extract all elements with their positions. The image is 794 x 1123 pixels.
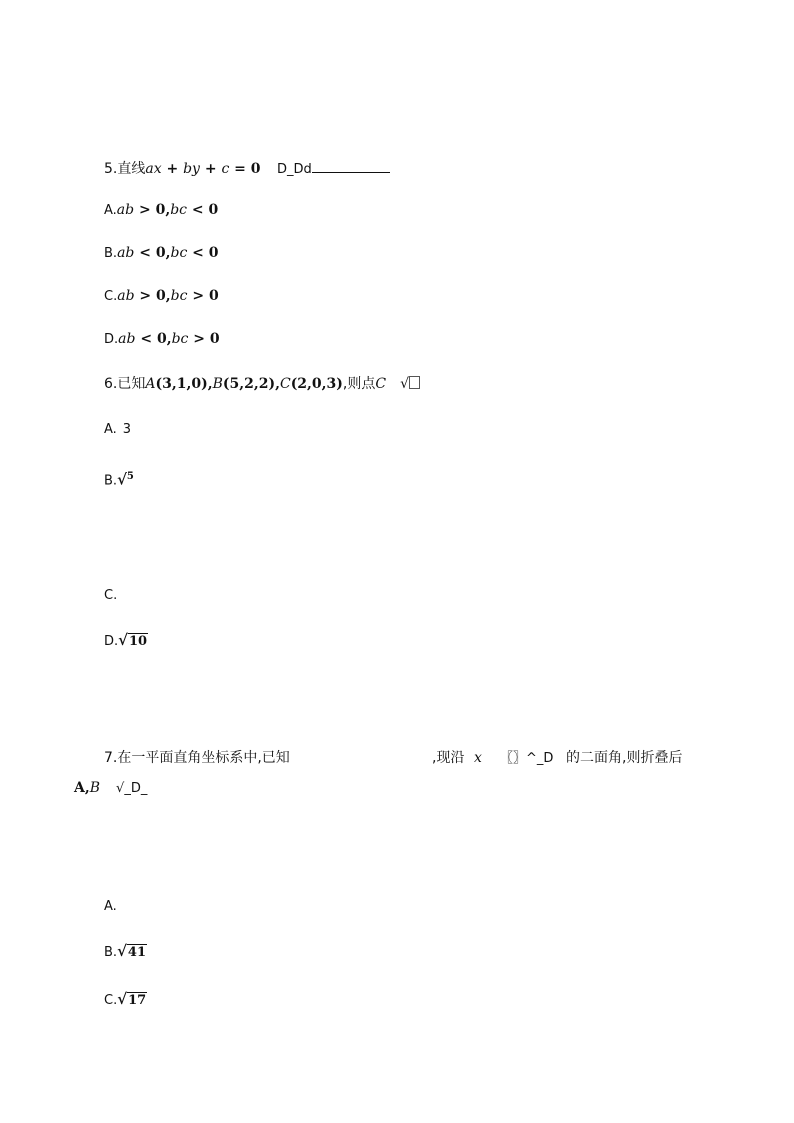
q6-point-b: B [212, 376, 223, 392]
q7-brackets: 〖〗^_D [500, 751, 554, 766]
math-comma: , [165, 288, 171, 304]
math-op: > [187, 288, 209, 304]
q5-answer-blank[interactable] [312, 158, 390, 173]
q6-coords-c: (2,0,3) [290, 376, 343, 392]
q6-stem-text: 已知 [117, 376, 146, 392]
q5-number: 5. [104, 161, 118, 177]
math-op: > [134, 202, 156, 218]
option-label: D. [104, 634, 119, 649]
math-comma: , [166, 331, 172, 347]
q5-eq-by: by [183, 161, 200, 177]
q7-option-c[interactable] [104, 990, 147, 1010]
q7-point-b: B [89, 780, 101, 796]
math-bc: bc [170, 202, 188, 218]
math-comma: , [165, 245, 171, 261]
sqrt-expression: √10 [118, 631, 148, 649]
q7-line2-tail: √_D_ [116, 781, 148, 796]
option-label: B. [104, 246, 118, 261]
q5-tail-text: D_Dd [276, 162, 312, 177]
math-op: > [134, 288, 157, 304]
math-zero: 0 [156, 288, 166, 304]
q5-stem-line [104, 158, 390, 179]
q5-eq-ax: ax [145, 161, 162, 177]
q7-line2 [74, 779, 147, 798]
math-zero: 0 [208, 288, 219, 304]
q5-eq-zero: 0 [250, 161, 261, 177]
q5-option-a[interactable] [104, 201, 218, 220]
math-ab: ab [116, 202, 135, 218]
q6-stem-line [104, 375, 420, 393]
q5-option-c[interactable] [104, 287, 219, 306]
option-label: D. [104, 332, 119, 347]
q5-option-b[interactable] [104, 244, 219, 263]
q5-stem-text: 直线 [117, 161, 146, 177]
sqrt-expression: √17 [117, 990, 147, 1008]
q6-coords-b: (5,2,2), [222, 376, 280, 392]
q5-eq-equals: = [229, 161, 251, 177]
sqrt-argument: 10 [129, 634, 148, 649]
q7-var-x: x [474, 750, 482, 766]
option-label: B. [104, 473, 118, 489]
option-label: C. [104, 588, 118, 603]
q6-suffix: ,则点 [342, 376, 376, 392]
q7-mid-text: ,现沿 [432, 750, 465, 766]
q6-option-d[interactable] [104, 631, 148, 651]
q7-point-a: A, [74, 780, 90, 796]
q6-point-a: A [145, 376, 156, 392]
q6-sqrt-mark: √ [400, 376, 410, 392]
q7-option-a[interactable] [104, 897, 117, 916]
math-op: < [134, 245, 156, 261]
q7-stem-text: 在一平面直角坐标系中,已知 [117, 750, 290, 766]
option-label: A. [104, 203, 117, 218]
q7-end-text: 的二面角,则折叠后 [566, 750, 683, 766]
q5-eq-c: c [221, 161, 230, 177]
math-op: < [187, 245, 209, 261]
sqrt-expression: √$^5$ [117, 470, 134, 489]
sqrt-argument: 17 [128, 993, 147, 1008]
math-ab: ab [118, 331, 136, 347]
math-zero: 0 [209, 331, 220, 347]
math-bc: bc [171, 331, 189, 347]
q5-option-d[interactable] [104, 330, 220, 349]
math-zero: 0 [155, 202, 166, 218]
q6-coords-a: (3,1,0), [155, 376, 213, 392]
math-zero: 0 [155, 245, 166, 261]
math-zero: 0 [208, 202, 219, 218]
math-zero: 0 [208, 245, 219, 261]
q6-option-c[interactable] [104, 586, 117, 605]
q7-number: 7. [104, 750, 118, 766]
q6-option-b[interactable] [104, 468, 134, 491]
q6-point-c2: C [375, 376, 387, 392]
option-label: A. [104, 422, 117, 437]
math-op: > [188, 331, 210, 347]
q6-option-a[interactable] [104, 420, 131, 439]
math-bc: bc [170, 288, 188, 304]
q6-point-c: C [279, 376, 291, 392]
q7-option-b[interactable] [104, 942, 147, 962]
sqrt-argument: 41 [127, 945, 147, 960]
math-comma: , [165, 202, 171, 218]
math-op: < [187, 202, 209, 218]
math-ab: ab [117, 288, 135, 304]
option-label: B. [104, 945, 118, 960]
missing-glyph-box [409, 376, 420, 389]
math-op: < [135, 331, 157, 347]
option-label: C. [104, 289, 118, 304]
option-label: A. [104, 899, 117, 914]
option-label: C. [104, 993, 118, 1008]
q7-stem-line [104, 749, 290, 767]
math-ab: ab [117, 245, 135, 261]
math-zero: 0 [156, 331, 167, 347]
q6-number: 6. [104, 376, 118, 392]
q5-eq-plus2: + [199, 161, 222, 177]
math-bc: bc [170, 245, 188, 261]
sqrt-expression: √41 [117, 942, 147, 960]
option-value: 3 [122, 422, 132, 437]
q5-eq-plus1: + [161, 161, 184, 177]
sqrt-argument: 5 [126, 471, 134, 482]
